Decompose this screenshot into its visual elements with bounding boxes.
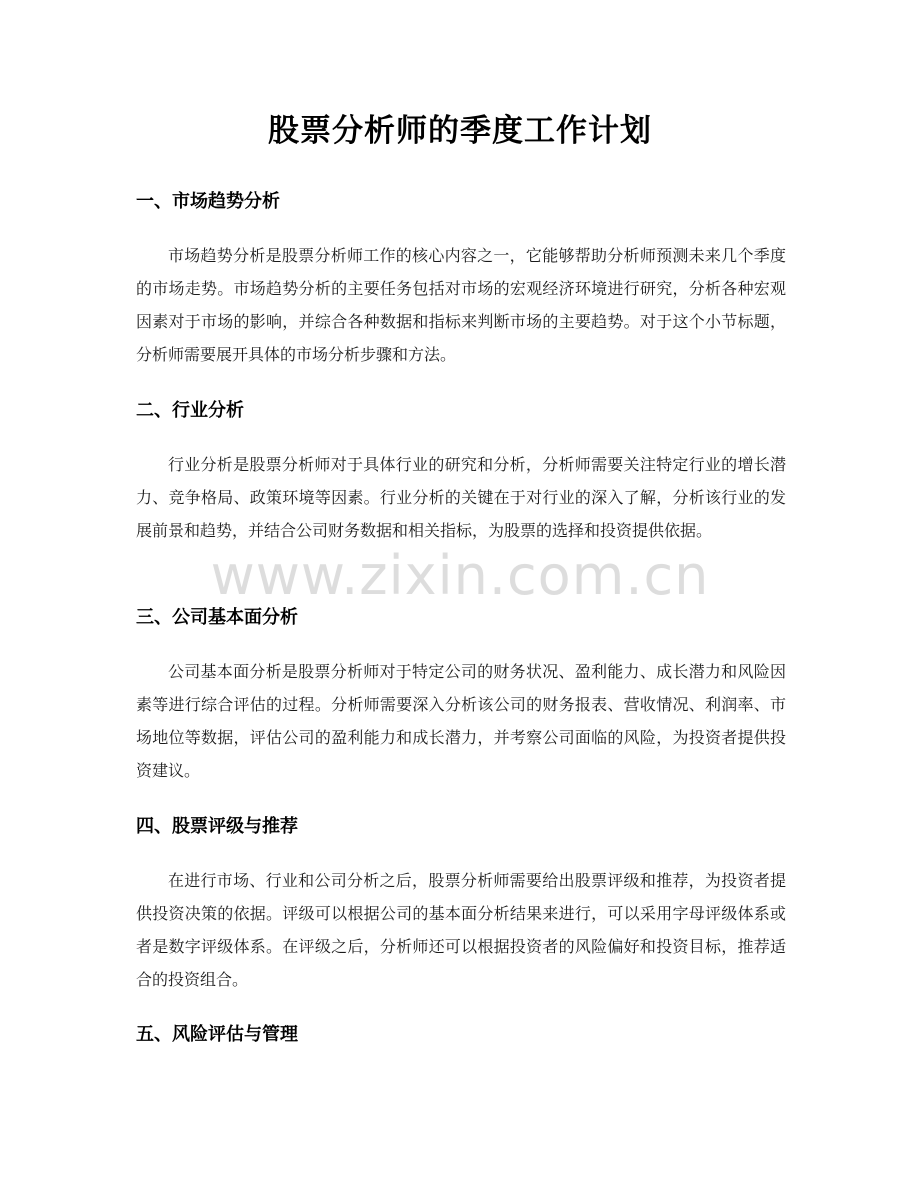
section-heading: 四、股票评级与推荐 (136, 816, 298, 837)
page-title: 股票分析师的季度工作计划 (268, 113, 652, 149)
watermark: www.zixin.com.cn (210, 544, 710, 607)
section-industry (136, 398, 786, 547)
section-heading: 三、公司基本面分析 (136, 607, 298, 628)
section-risk-management (136, 1022, 786, 1048)
section-company-fundamentals (136, 605, 786, 787)
section-heading: 二、行业分析 (136, 400, 244, 421)
section-heading: 一、市场趋势分析 (136, 191, 280, 212)
section-heading: 五、风险评估与管理 (136, 1024, 298, 1045)
section-paragraph: 市场趋势分析是股票分析师工作的核心内容之一，它能够帮助分析师预测未来几个季度的市场走势。市场趋势分析的主要任务包括对市场的宏观经济环境进行研究，分析各种宏观因素对于市场的影响，并综合各种数据和指标来判断市场的主要趋势。对于这个小节标题，分析师需要展开具体的市场分析步骤和方法。 (136, 246, 786, 364)
section-paragraph: 在进行市场、行业和公司分析之后，股票分析师需要给出股票评级和推荐，为投资者提供投资决策的依据。评级可以根据公司的基本面分析结果来进行，可以采用字母评级体系或者是数字评级体系。在评级之后，分析师还可以根据投资者的风险偏好和投资目标，推荐适合的投资组合。 (136, 871, 786, 989)
section-market-trend (136, 189, 786, 371)
section-paragraph: 公司基本面分析是股票分析师对于特定公司的财务状况、盈利能力、成长潜力和风险因素等进行综合评估的过程。分析师需要深入分析该公司的财务报表、营收情况、利润率、市场地位等数据，评估公司的盈利能力和成长潜力，并考察公司面临的风险，为投资者提供投资建议。 (136, 662, 786, 780)
section-rating-recommendation (136, 814, 786, 996)
section-paragraph: 行业分析是股票分析师对于具体行业的研究和分析，分析师需要关注特定行业的增长潜力、竞争格局、政策环境等因素。行业分析的关键在于对行业的深入了解，分析该行业的发展前景和趋势，并结合公司财务数据和相关指标，为股票的选择和投资提供依据。 (136, 455, 786, 540)
